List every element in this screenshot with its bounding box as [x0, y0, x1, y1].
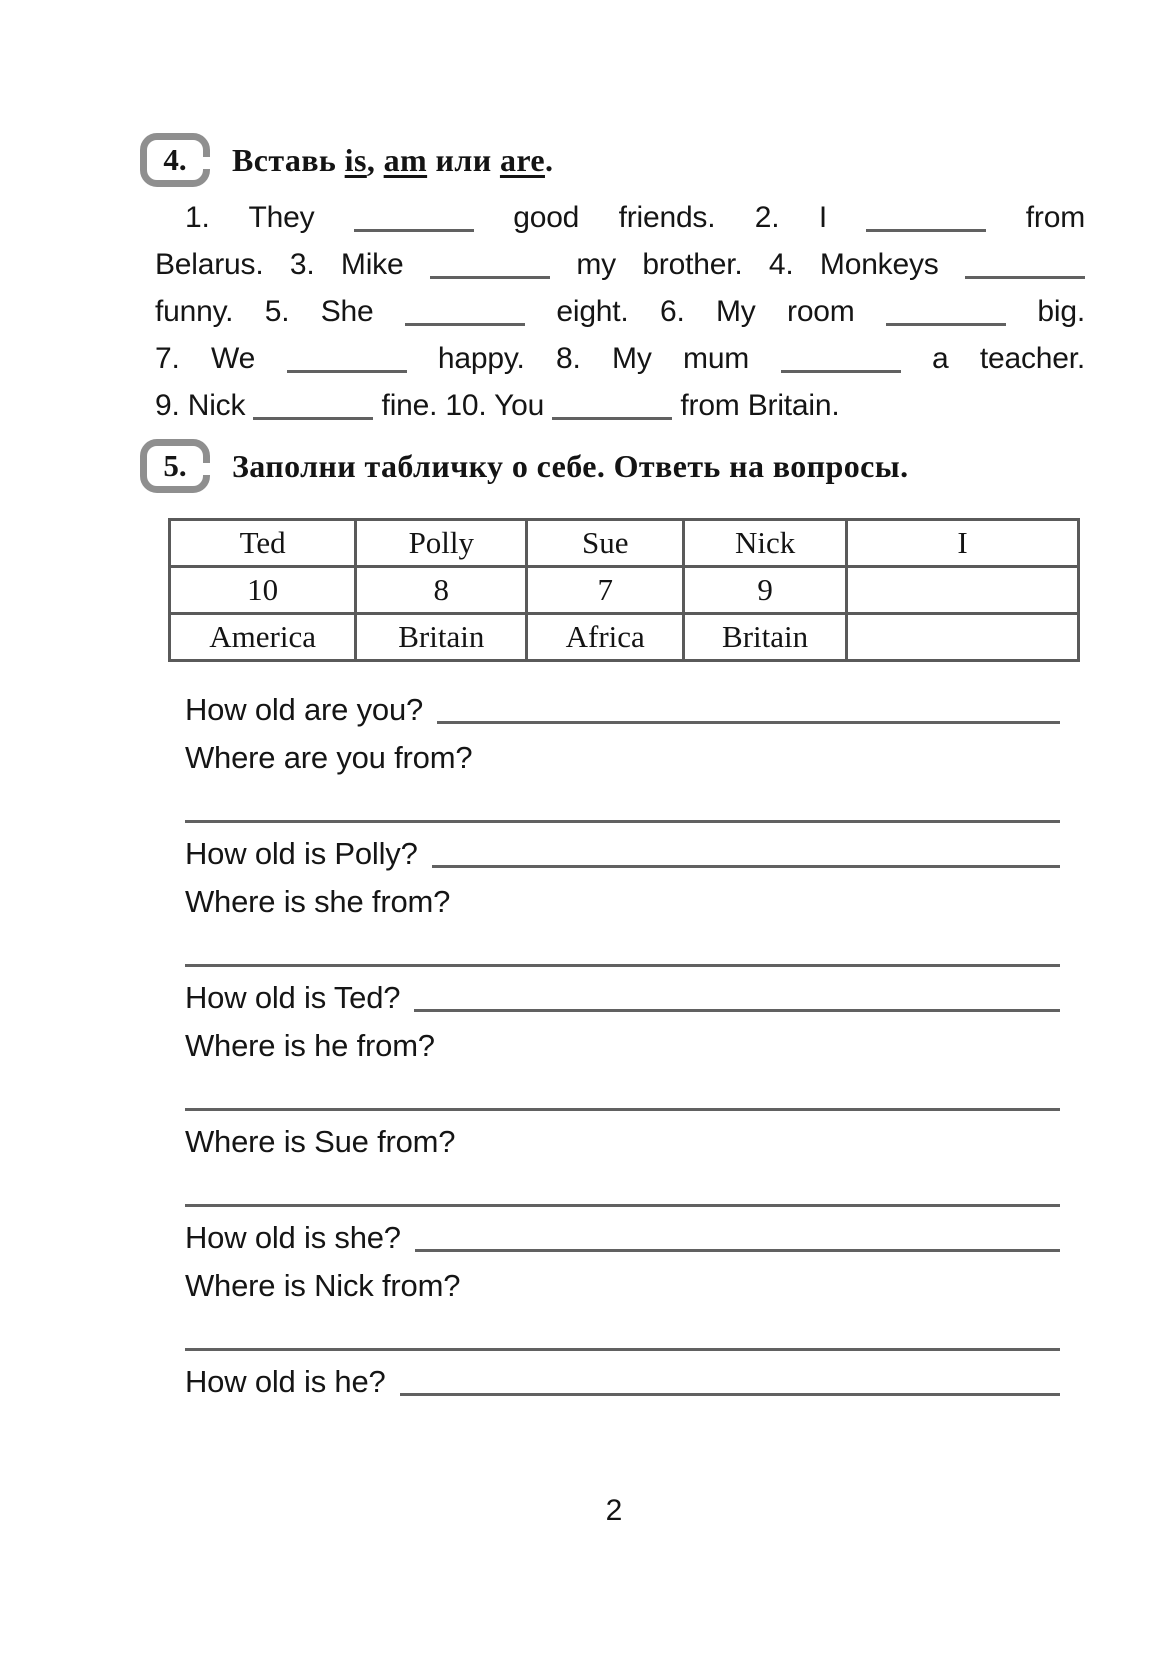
answer-write-line — [400, 1393, 1060, 1396]
table-cell: 9 — [684, 567, 847, 614]
sentence-text: from — [986, 201, 1085, 234]
answer-write-line — [414, 1009, 1060, 1012]
table-cell: Britain — [356, 614, 527, 661]
table-cell: Africa — [527, 614, 684, 661]
fill-in-blank — [430, 250, 550, 279]
question-text: Where is Sue from? — [185, 1124, 456, 1159]
exercise5-number-badge: 5. — [140, 439, 210, 493]
table-cell — [847, 567, 1079, 614]
exercise5-table-body — [170, 520, 1079, 661]
fill-in-blank — [866, 203, 986, 232]
question-text: Where is he from? — [185, 1028, 435, 1063]
fill-in-blank — [405, 297, 525, 326]
sentence-text: a teacher. — [900, 342, 1085, 375]
title-text: или — [427, 141, 500, 178]
exercise5-title: Заполни табличку о себе. Ответь на вопросы. — [232, 447, 909, 484]
exercise-4 — [155, 133, 1085, 429]
title-text: Вставь — [232, 141, 345, 178]
table-header-cell: I — [847, 520, 1079, 567]
fill-in-blank — [287, 344, 407, 373]
question-text: How old is Ted? — [185, 980, 401, 1015]
sentence-text: Belarus. 3. Mike — [155, 248, 430, 281]
table-header-cell: Polly — [356, 520, 527, 567]
table-header-cell: Sue — [527, 520, 684, 567]
question-row — [185, 1358, 1060, 1406]
sentence-text: eight. 6. My room — [524, 295, 886, 328]
answer-write-line — [415, 1249, 1060, 1252]
question-row — [185, 830, 1060, 878]
fill-in-blank — [552, 391, 672, 420]
question-row — [185, 734, 1060, 782]
question-text: How old is he? — [185, 1364, 386, 1399]
fill-in-blank — [253, 391, 373, 420]
table-cell — [847, 614, 1079, 661]
sentence-text: fine. 10. You — [373, 389, 553, 422]
exercise4-sentences — [155, 194, 1085, 429]
page-content — [155, 133, 1085, 1406]
exercise5-header — [140, 439, 1085, 493]
sentence-text: good friends. 2. I — [473, 201, 867, 234]
table-cell: 8 — [356, 567, 527, 614]
sentence-text: 1. They — [185, 201, 354, 234]
answer-line — [185, 964, 1060, 967]
exercise4-number-badge: 4. — [140, 133, 210, 187]
answer-line — [185, 820, 1060, 823]
title-text: , — [366, 141, 384, 178]
question-row — [185, 974, 1060, 1022]
exercise4-sentence-line — [155, 241, 1085, 288]
table-cell: America — [170, 614, 356, 661]
exercise5-questions — [185, 686, 1060, 1406]
question-row — [185, 1022, 1060, 1070]
answer-line — [185, 1108, 1060, 1111]
underlined-word: am — [383, 141, 428, 178]
underlined-word: is — [344, 141, 367, 178]
table-header-cell: Ted — [170, 520, 356, 567]
answer-line — [185, 1348, 1060, 1351]
sentence-text: 9. Nick — [155, 389, 254, 422]
sentence-text: 7. We — [155, 342, 287, 375]
exercise5-table — [168, 518, 1080, 662]
question-text: Where are you from? — [185, 740, 473, 775]
question-text: How old is she? — [185, 1220, 401, 1255]
exercise4-sentence-line — [155, 382, 1085, 429]
sentence-text: funny. 5. She — [155, 295, 405, 328]
sentence-text: my brother. 4. Monkeys — [549, 248, 965, 281]
table-header-row — [170, 520, 1079, 567]
question-text: How old is Polly? — [185, 836, 418, 871]
fill-in-blank — [781, 344, 901, 373]
fill-in-blank — [886, 297, 1006, 326]
exercise4-sentence-line — [155, 288, 1085, 335]
exercise4-sentence-line — [155, 194, 1085, 241]
question-row — [185, 1214, 1060, 1262]
question-text: Where is Nick from? — [185, 1268, 461, 1303]
table-header-cell: Nick — [684, 520, 847, 567]
underlined-word: are — [499, 141, 545, 178]
table-cell: Britain — [684, 614, 847, 661]
sentence-text: big. — [1006, 295, 1085, 328]
table-cell: 7 — [527, 567, 684, 614]
answer-line — [185, 1204, 1060, 1207]
answer-write-line — [437, 721, 1060, 724]
question-text: Where is she from? — [185, 884, 451, 919]
fill-in-blank — [354, 203, 474, 232]
sentence-text: happy. 8. My mum — [406, 342, 781, 375]
table-row — [170, 567, 1079, 614]
exercise-5 — [155, 439, 1085, 1406]
question-row — [185, 1118, 1060, 1166]
question-text: How old are you? — [185, 692, 424, 727]
table-row — [170, 614, 1079, 661]
question-row — [185, 1262, 1060, 1310]
exercise4-sentence-line — [155, 335, 1085, 382]
page-number: 2 — [605, 1494, 623, 1527]
answer-write-line — [432, 865, 1060, 868]
question-row — [185, 878, 1060, 926]
exercise4-title — [232, 142, 553, 179]
table-cell: 10 — [170, 567, 356, 614]
sentence-text: from Britain. — [672, 389, 840, 422]
question-row — [185, 686, 1060, 734]
fill-in-blank — [965, 250, 1085, 279]
title-text: . — [544, 141, 554, 178]
exercise4-header — [140, 133, 1085, 187]
